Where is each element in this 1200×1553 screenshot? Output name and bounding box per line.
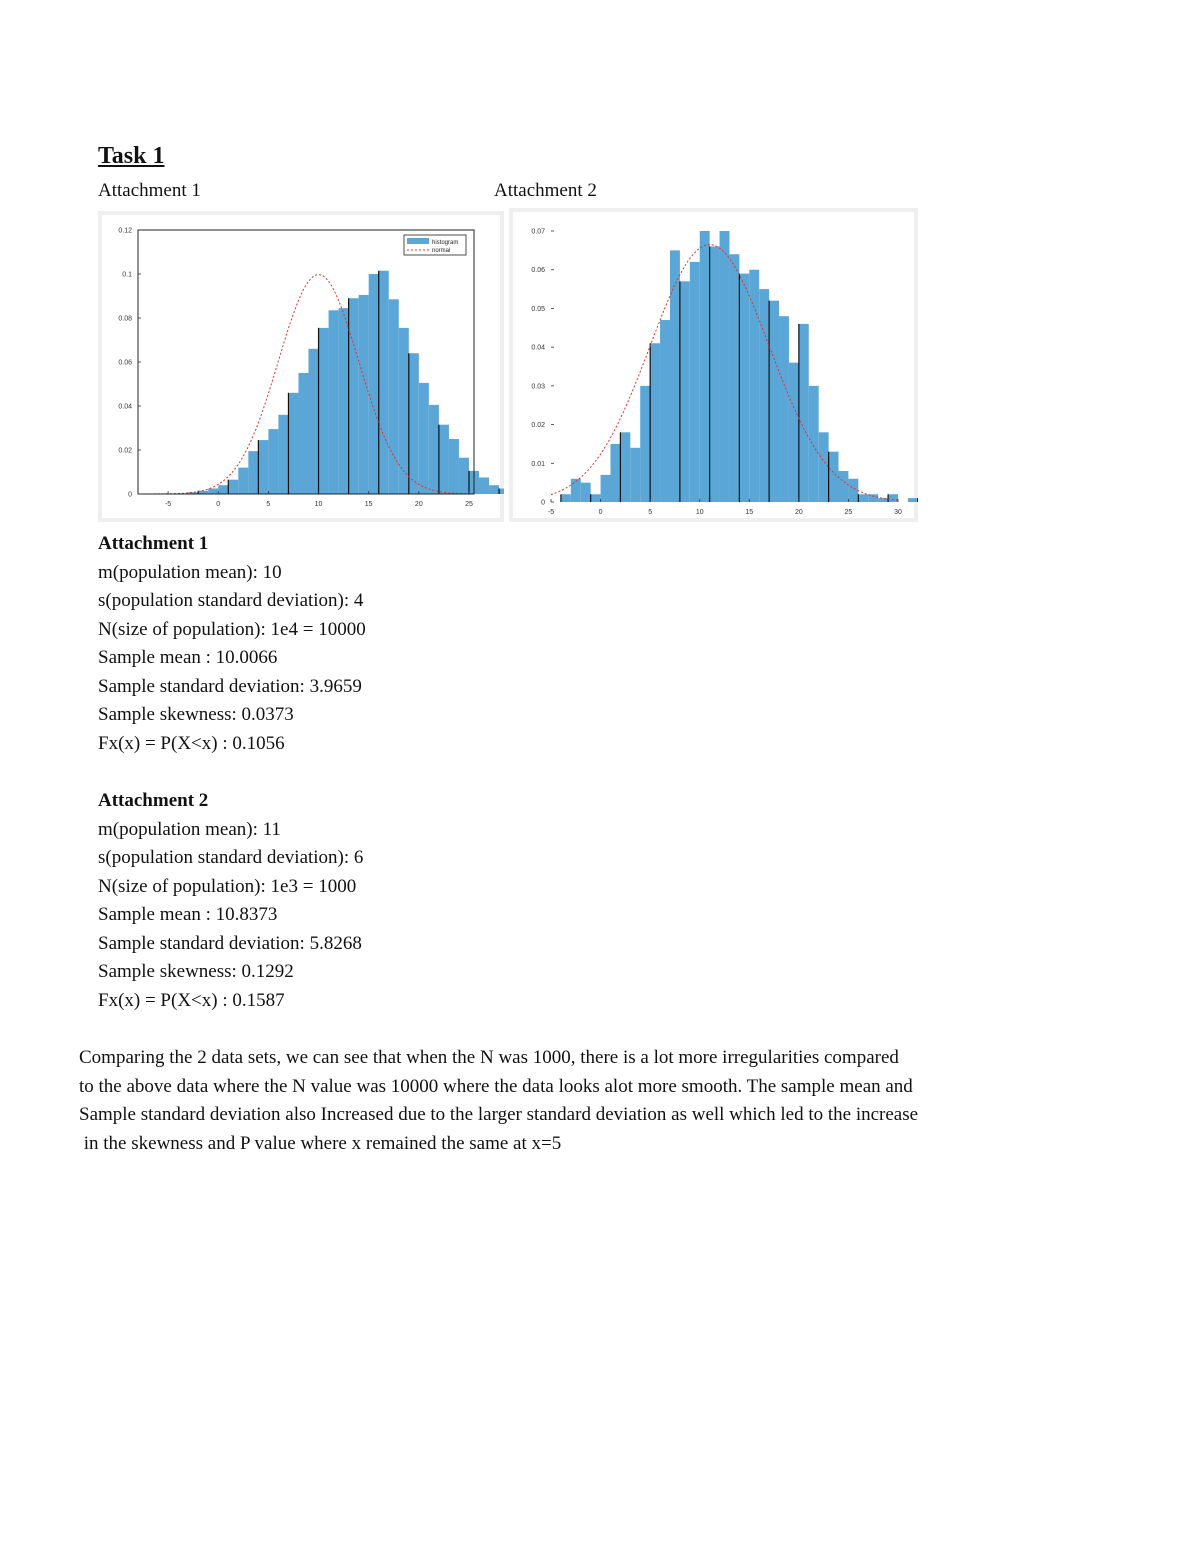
histogram-bar <box>710 246 720 502</box>
histogram-bar <box>349 298 359 494</box>
histogram-bar <box>610 444 620 502</box>
legend-label: normal <box>432 248 451 254</box>
histogram-bar <box>720 231 730 502</box>
y-tick-label: 0.03 <box>531 383 545 391</box>
x-tick-label: 20 <box>414 501 423 508</box>
histogram-bar <box>449 439 459 494</box>
histogram-bar <box>489 485 499 494</box>
legend-swatch-histogram <box>407 238 429 244</box>
y-tick-label: 0.04 <box>531 344 545 352</box>
stat-line: N(size of population): 1e3 = 1000 <box>98 875 357 897</box>
legend-label: histogram <box>432 240 459 246</box>
chart-2 <box>509 208 918 522</box>
stat-line: s(population standard deviation): 6 <box>98 847 364 868</box>
histogram-bar <box>690 262 700 502</box>
attachment-2-label: Attachment 2 <box>494 180 597 201</box>
histogram-bar <box>650 343 660 502</box>
histogram-bar <box>620 432 630 502</box>
y-tick-label: 0.08 <box>118 315 132 323</box>
histogram-bar <box>439 425 449 494</box>
y-tick-label: 0.06 <box>118 359 132 367</box>
x-tick-label: 0 <box>216 501 221 508</box>
task-title: Task 1 <box>98 143 165 169</box>
y-tick-label: 0.1 <box>122 271 132 279</box>
histogram-bar <box>789 363 799 502</box>
histogram-bar <box>228 480 238 494</box>
stats-attachment-2 <box>98 787 363 1015</box>
histogram-bar <box>278 415 288 494</box>
conclusion-paragraph <box>79 1044 1079 1158</box>
histogram-bar <box>640 386 650 502</box>
stat-line: Sample skewness: 0.0373 <box>98 704 294 725</box>
histogram-bar <box>429 405 439 494</box>
histogram-bar <box>739 274 749 502</box>
stat-line: m(population mean): 10 <box>98 561 282 583</box>
histogram-bar <box>660 320 670 502</box>
histogram-bar <box>888 494 898 502</box>
stat-line: Sample mean : 10.0066 <box>98 647 278 668</box>
x-tick-label: 5 <box>648 509 653 516</box>
x-tick-label: 0 <box>598 509 603 516</box>
x-tick-label: 30 <box>894 509 902 516</box>
histogram-bar <box>218 485 228 494</box>
histogram-bar <box>571 479 581 502</box>
x-tick-label: 10 <box>314 501 323 508</box>
histogram-bar <box>359 295 369 494</box>
histogram-bar <box>268 429 278 494</box>
stat-line: Fx(x) = P(X<x) : 0.1056 <box>98 732 285 754</box>
histogram-bar <box>581 483 591 502</box>
y-tick-label: 0 <box>541 499 545 507</box>
histogram-bar <box>389 299 399 494</box>
chart-1 <box>98 211 504 522</box>
y-tick-label: 0.01 <box>531 460 545 468</box>
histogram-bar <box>379 271 389 494</box>
histogram-bar <box>729 254 739 502</box>
x-tick-label: 15 <box>364 501 373 508</box>
histogram-bar <box>499 489 504 495</box>
histogram-bar <box>399 328 409 494</box>
y-tick-label: 0.06 <box>531 267 545 275</box>
histogram-bar <box>339 308 349 494</box>
stat-line: m(population mean): 11 <box>98 818 281 840</box>
histogram-bar <box>459 458 469 494</box>
histogram-bar <box>479 478 489 495</box>
stat-line: Sample standard deviation: 5.8268 <box>98 932 362 954</box>
histogram-bar <box>319 328 329 494</box>
histogram-bar <box>839 471 849 502</box>
y-tick-label: 0.07 <box>531 228 545 236</box>
histogram-bar <box>288 393 298 494</box>
histogram-bar <box>749 270 759 502</box>
stat-line: s(population standard deviation): 4 <box>98 590 364 611</box>
x-tick-label: 10 <box>695 509 704 516</box>
histogram-bar <box>248 451 258 494</box>
histogram-bar <box>298 373 308 494</box>
histogram-bar <box>630 448 640 502</box>
histogram-bar <box>591 494 601 502</box>
y-tick-label: 0.02 <box>118 447 132 455</box>
histogram-bar <box>369 274 379 494</box>
y-tick-label: 0 <box>128 491 132 499</box>
histogram-bar <box>809 386 819 502</box>
x-tick-label: 20 <box>794 509 803 516</box>
x-tick-label: 25 <box>465 501 473 508</box>
y-tick-label: 0.05 <box>531 305 545 313</box>
stat-line: N(size of population): 1e4 = 10000 <box>98 618 366 640</box>
histogram-bar <box>848 479 858 502</box>
x-tick-label: 5 <box>266 501 271 508</box>
chart-2-frame <box>509 208 918 522</box>
histogram-bar <box>779 316 789 502</box>
histogram-bar <box>799 324 809 502</box>
stat-line: Sample skewness: 0.1292 <box>98 961 294 982</box>
histogram-bar <box>238 468 248 494</box>
y-tick-label: 0.04 <box>118 403 132 411</box>
histogram-bar <box>680 281 690 502</box>
chart-1-frame <box>98 211 504 522</box>
histogram-bar <box>419 383 429 494</box>
histogram-bar <box>759 289 769 502</box>
x-tick-label: -5 <box>547 509 555 516</box>
histogram-bar <box>561 494 571 502</box>
histogram-bar <box>409 353 419 494</box>
x-tick-label: -5 <box>164 501 172 508</box>
histogram-bar <box>769 301 779 502</box>
stats-heading: Attachment 1 <box>98 533 209 554</box>
stats-attachment-1 <box>98 530 366 758</box>
conclusion-line: in the skewness and P value where x remained the same at x=5 <box>79 1132 562 1154</box>
stat-line: Sample mean : 10.8373 <box>98 904 278 925</box>
y-tick-label: 0.02 <box>531 422 545 430</box>
x-tick-label: 25 <box>844 509 853 516</box>
y-tick-label: 0.12 <box>118 227 132 235</box>
stats-heading: Attachment 2 <box>98 790 209 811</box>
conclusion-line: Sample standard deviation also Increased due to the larger standard deviation as well which led to the increase <box>79 1104 919 1125</box>
stat-line: Fx(x) = P(X<x) : 0.1587 <box>98 989 285 1011</box>
histogram-bar <box>858 494 868 502</box>
x-tick-label: 15 <box>745 509 754 516</box>
attachment-1-label: Attachment 1 <box>98 180 201 201</box>
conclusion-line: Comparing the 2 data sets, we can see that when the N was 1000, there is a lot more irregularities compared <box>79 1047 899 1068</box>
histogram-bar <box>829 452 839 502</box>
histogram-bar <box>601 475 611 502</box>
histogram-bar <box>908 498 918 502</box>
stat-line: Sample standard deviation: 3.9659 <box>98 675 362 697</box>
conclusion-line: to the above data where the N value was 10000 where the data looks alot more smooth. The sample mean and <box>79 1075 913 1097</box>
histogram-bar <box>309 349 319 494</box>
histogram-bar <box>329 310 339 494</box>
histogram-bar <box>258 440 268 494</box>
histogram-bar <box>878 498 888 502</box>
histogram-bar <box>819 432 829 502</box>
histogram-bar <box>700 231 710 502</box>
histogram-bar <box>208 489 218 495</box>
histogram-bar <box>670 250 680 502</box>
